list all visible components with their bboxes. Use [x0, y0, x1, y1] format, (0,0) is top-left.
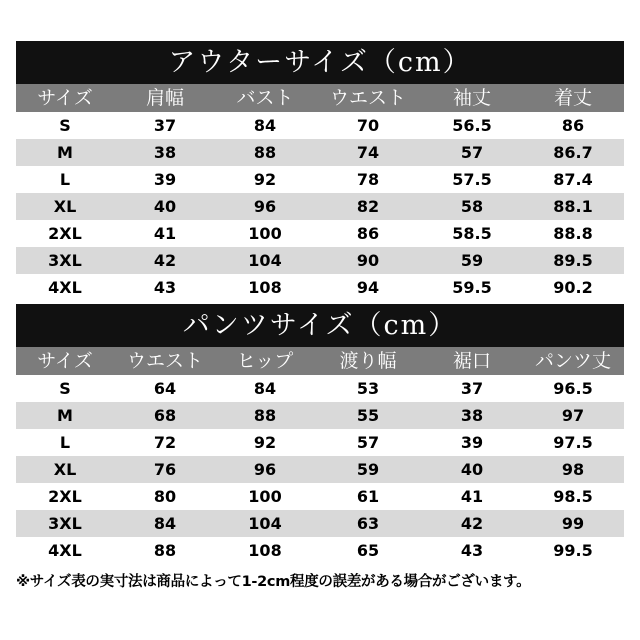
outer-size-table — [16, 41, 624, 301]
table-cell: 104 — [248, 514, 282, 533]
table-cell: 99 — [561, 514, 585, 533]
table-cell: 39 — [153, 170, 177, 189]
table-cell: 2XL — [48, 487, 82, 506]
table-cell: 57 — [356, 433, 380, 452]
table-cell: 40 — [153, 197, 177, 216]
table-cell: 92 — [253, 433, 277, 452]
table-row — [16, 510, 624, 537]
outer-header-size: サイズ — [37, 87, 93, 109]
table-cell: 96 — [253, 197, 277, 216]
table-cell: 94 — [356, 278, 380, 297]
table-cell: 41 — [153, 224, 177, 243]
table-row — [16, 402, 624, 429]
outer-header-sleeve: 袖丈 — [452, 87, 491, 109]
table-cell: 41 — [460, 487, 484, 506]
table-row — [16, 537, 624, 564]
table-row — [16, 375, 624, 402]
table-cell: S — [59, 116, 71, 135]
table-cell: 42 — [460, 514, 484, 533]
table-row — [16, 220, 624, 247]
table-cell: 43 — [153, 278, 177, 297]
table-cell: 88.1 — [553, 197, 593, 216]
table-cell: 88 — [253, 143, 277, 162]
table-cell: XL — [53, 460, 77, 479]
table-cell: 40 — [460, 460, 484, 479]
pants-size-table — [16, 304, 624, 564]
table-cell: 61 — [356, 487, 380, 506]
table-cell: 56.5 — [452, 116, 492, 135]
table-cell: 82 — [356, 197, 380, 216]
table-cell: 84 — [253, 379, 277, 398]
table-cell: 39 — [460, 433, 484, 452]
table-cell: 104 — [248, 251, 282, 270]
pants-table-title: パンツサイズ（cm） — [16, 304, 624, 347]
pants-header-hem: 裾口 — [452, 350, 491, 372]
table-cell: 68 — [153, 406, 177, 425]
table-cell: 84 — [253, 116, 277, 135]
table-cell: 100 — [248, 224, 282, 243]
table-cell: 43 — [460, 541, 484, 560]
table-row — [16, 166, 624, 193]
table-cell: 97.5 — [553, 433, 593, 452]
table-cell: 108 — [248, 278, 282, 297]
pants-header-size: サイズ — [37, 350, 93, 372]
table-cell: 37 — [153, 116, 177, 135]
table-row — [16, 112, 624, 139]
table-cell: 80 — [153, 487, 177, 506]
table-cell: 3XL — [48, 514, 82, 533]
table-row — [16, 193, 624, 220]
table-cell: 98 — [561, 460, 585, 479]
table-cell: 97 — [561, 406, 585, 425]
table-row — [16, 247, 624, 274]
table-cell: 64 — [153, 379, 177, 398]
table-cell: 55 — [356, 406, 380, 425]
table-cell: 57.5 — [452, 170, 492, 189]
table-cell: 100 — [248, 487, 282, 506]
pants-header-length: パンツ丈 — [534, 350, 611, 372]
pants-header-thigh: 渡り幅 — [339, 350, 397, 372]
size-chart — [16, 41, 624, 591]
table-cell: 4XL — [48, 278, 82, 297]
table-cell: 70 — [356, 116, 380, 135]
table-cell: 96.5 — [553, 379, 593, 398]
table-cell: 58.5 — [452, 224, 492, 243]
table-row — [16, 139, 624, 166]
table-cell: 42 — [153, 251, 177, 270]
table-cell: 89.5 — [553, 251, 593, 270]
table-cell: 78 — [356, 170, 380, 189]
table-row — [16, 429, 624, 456]
table-cell: 90.2 — [553, 278, 593, 297]
table-cell: 90 — [356, 251, 380, 270]
table-cell: 38 — [460, 406, 484, 425]
table-row — [16, 483, 624, 510]
table-cell: 53 — [356, 379, 380, 398]
table-cell: 59 — [356, 460, 380, 479]
table-cell: 86 — [561, 116, 585, 135]
table-row — [16, 456, 624, 483]
table-cell: XL — [53, 197, 77, 216]
table-cell: 92 — [253, 170, 277, 189]
outer-header-shoulder: 肩幅 — [145, 87, 184, 109]
table-cell: 108 — [248, 541, 282, 560]
table-cell: 86.7 — [553, 143, 593, 162]
table-cell: M — [57, 406, 73, 425]
pants-header-row — [16, 347, 624, 375]
table-cell: 88 — [253, 406, 277, 425]
measurement-note: ※サイズ表の実寸法は商品によって1-2cm程度の誤差がある場合がございます。 — [16, 574, 531, 590]
table-cell: 38 — [153, 143, 177, 162]
table-cell: 37 — [460, 379, 484, 398]
table-cell: 76 — [153, 460, 177, 479]
table-cell: 88.8 — [553, 224, 593, 243]
table-cell: 4XL — [48, 541, 82, 560]
table-row — [16, 274, 624, 301]
table-cell: 88 — [153, 541, 177, 560]
table-cell: 3XL — [48, 251, 82, 270]
table-cell: M — [57, 143, 73, 162]
table-cell: 63 — [356, 514, 380, 533]
table-cell: 2XL — [48, 224, 82, 243]
table-cell: 99.5 — [553, 541, 593, 560]
outer-header-bust: バスト — [236, 87, 294, 109]
outer-header-waist: ウエスト — [329, 87, 406, 109]
table-cell: 65 — [356, 541, 380, 560]
outer-table-title: アウターサイズ（cm） — [16, 41, 624, 84]
table-cell: 58 — [460, 197, 484, 216]
table-cell: 57 — [460, 143, 484, 162]
pants-header-waist: ウエスト — [126, 350, 203, 372]
outer-header-row — [16, 84, 624, 112]
table-cell: S — [59, 379, 71, 398]
table-cell: 72 — [153, 433, 177, 452]
table-cell: L — [59, 433, 71, 452]
table-cell: 87.4 — [553, 170, 593, 189]
table-cell: 84 — [153, 514, 177, 533]
table-cell: L — [59, 170, 71, 189]
table-cell: 96 — [253, 460, 277, 479]
pants-header-hip: ヒップ — [236, 350, 294, 372]
table-cell: 86 — [356, 224, 380, 243]
table-cell: 59 — [460, 251, 484, 270]
outer-header-length: 着丈 — [553, 87, 592, 109]
table-cell: 59.5 — [452, 278, 492, 297]
table-cell: 98.5 — [553, 487, 593, 506]
table-cell: 74 — [356, 143, 380, 162]
